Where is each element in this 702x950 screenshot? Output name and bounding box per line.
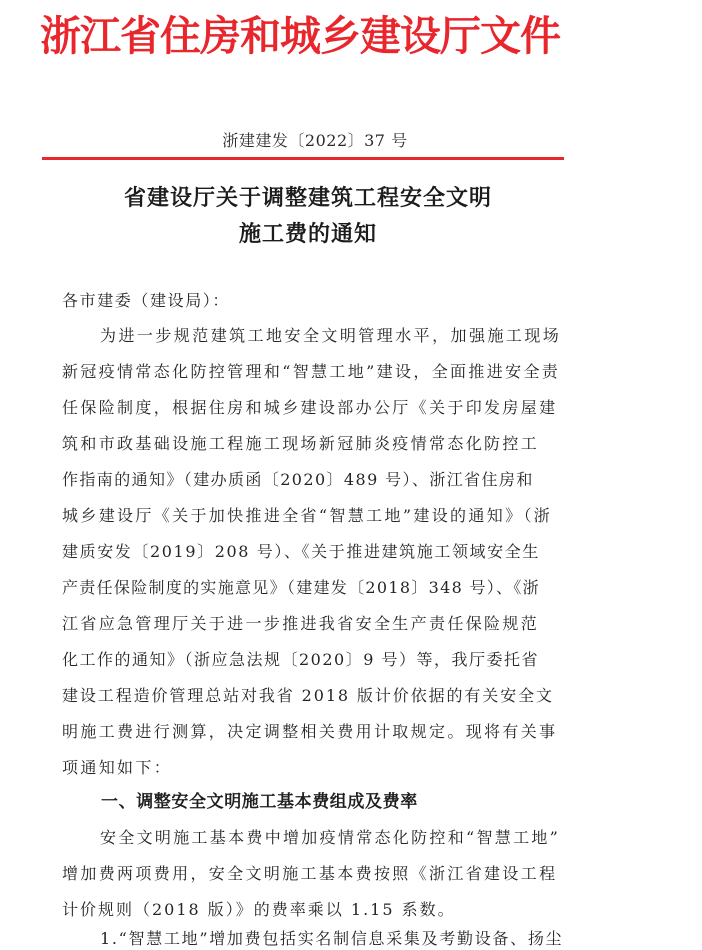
paragraph-line: 新冠疫情常态化防控管理和“智慧工地”建设，全面推进安全责 (62, 362, 561, 381)
document-title-line-2: 施工费的通知 (238, 222, 377, 247)
paragraph-line: 为进一步规范建筑工地安全文明管理水平，加强施工现场 (100, 326, 562, 345)
issuer-banner: 浙江省住房和城乡建设厅文件 (40, 12, 560, 60)
paragraph-line: 筑和市政基础设施工程施工现场新冠肺炎疫情常态化防控工 (62, 434, 540, 453)
paragraph-line: 增加费两项费用，安全文明施工基本费按照《浙江省建设工程 (62, 864, 558, 883)
paragraph-line: 任保险制度，根据住房和城乡建设部办公厅《关于印发房屋建 (62, 398, 558, 417)
paragraph-line: 江省应急管理厅关于进一步推进我省安全生产责任保险规范 (62, 614, 540, 633)
section-heading: 一、调整安全文明施工基本费组成及费率 (101, 792, 418, 812)
salutation: 各市建委（建设局）： (62, 291, 231, 310)
paragraph-line: 产责任保险制度的实施意见》（建建发〔2018〕348 号）、《浙 (62, 578, 540, 597)
paragraph-line: 计价规则（2018 版）》的费率乘以 1.15 系数。 (62, 900, 456, 919)
paragraph-line: 作指南的通知》（建办质函〔2020〕489 号）、浙江省住房和 (62, 470, 534, 489)
paragraph-line: 化工作的通知》（浙应急法规〔2020〕9 号）等，我厅委托省 (62, 650, 539, 669)
paragraph-line: 明施工费进行测算，决定调整相关费用计取规定。现将有关事 (62, 722, 558, 741)
paragraph-line: 建质安发〔2019〕208 号）、《关于推进建筑施工领域安全生 (62, 542, 540, 561)
red-divider-line (42, 157, 564, 160)
paragraph-line: 城乡建设厅《关于加快推进全省“智慧工地”建设的通知》（浙 (62, 506, 553, 525)
document-title-line-1: 省建设厅关于调整建筑工程安全文明 (123, 186, 492, 211)
document-number: 浙建建发〔2022〕37 号 (222, 131, 408, 150)
list-item: 1.“智慧工地”增加费包括实名制信息采集及考勤设备、扬尘 (100, 929, 564, 948)
paragraph-line: 建设工程造价管理总站对我省 2018 版计价依据的有关安全文 (62, 686, 554, 705)
paragraph-line: 安全文明施工基本费中增加疫情常态化防控和“智慧工地” (100, 828, 561, 847)
paragraph-line: 项通知如下： (62, 758, 173, 777)
